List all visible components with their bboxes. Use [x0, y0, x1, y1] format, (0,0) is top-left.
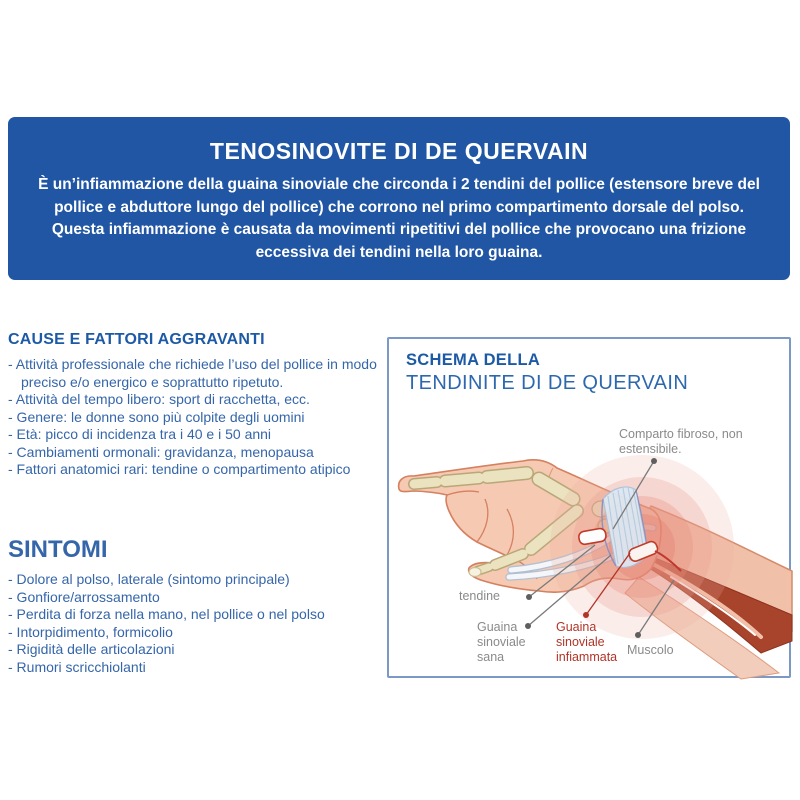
illustration-stage	[389, 339, 789, 676]
thumb-nail	[469, 568, 481, 577]
hero-panel	[8, 117, 790, 280]
list-item: - Età: picco di incidenza tra i 40 e i 50 anni	[8, 426, 272, 442]
label-comparto-fibroso: Comparto fibroso, non estensibile.	[619, 427, 743, 456]
causes-section	[8, 331, 382, 479]
symptoms-heading: SINTOMI	[8, 536, 108, 563]
hero-description: È un’infiammazione della guaina sinoviale che circonda i 2 tendini del pollice (estensore breve del pollice e abduttore lungo del pollice) che corrono nel primo compartimento dorsale del polso. Questa infiammazione è causata da movimenti ripetitivi del pollice che provocano una frizione eccessiva dei tendini nella loro guaina.	[38, 176, 760, 261]
causes-list	[8, 356, 382, 479]
list-item: - Rigidità delle articolazioni	[8, 641, 175, 657]
list-item: - Attività professionale che richiede l’uso del pollice in modo preciso e/o energico e soprattutto ripetuto.	[8, 356, 377, 390]
label-guaina-sana: Guaina sinoviale sana	[477, 620, 526, 664]
list-item: - Genere: le donne sono più colpite degli uomini	[8, 408, 305, 425]
label-muscolo: Muscolo	[627, 643, 674, 657]
symptoms-list	[8, 571, 382, 676]
list-item: - Cambiamenti ormonali: gravidanza, menopausa	[8, 443, 314, 460]
list-item: - Fattori anatomici rari: tendine o compartimento atipico	[8, 461, 351, 477]
label-tendine: tendine	[459, 589, 501, 603]
label-guaina-infiammata: Guaina sinoviale infiammata	[556, 620, 618, 664]
list-item: - Intorpidimento, formicolio	[8, 623, 173, 640]
causes-heading: CAUSE E FATTORI AGGRAVANTI	[8, 331, 265, 348]
schema-panel	[387, 337, 791, 678]
list-item: - Dolore al polso, laterale (sintomo principale)	[8, 571, 290, 587]
page-title: TENOSINOVITE DI DE QUERVAIN	[209, 138, 589, 164]
list-item: - Perdita di forza nella mano, nel pollice o nel polso	[8, 606, 325, 622]
list-item: - Attività del tempo libero: sport di racchetta, ecc.	[8, 391, 310, 407]
symptoms-section	[8, 536, 382, 676]
schema-heading-line2: TENDINITE DI DE QUERVAIN	[406, 372, 689, 394]
list-item: - Rumori scricchiolanti	[8, 658, 146, 675]
schema-heading-line1: SCHEMA DELLA	[406, 351, 541, 369]
list-item: - Gonfiore/arrossamento	[8, 588, 160, 605]
